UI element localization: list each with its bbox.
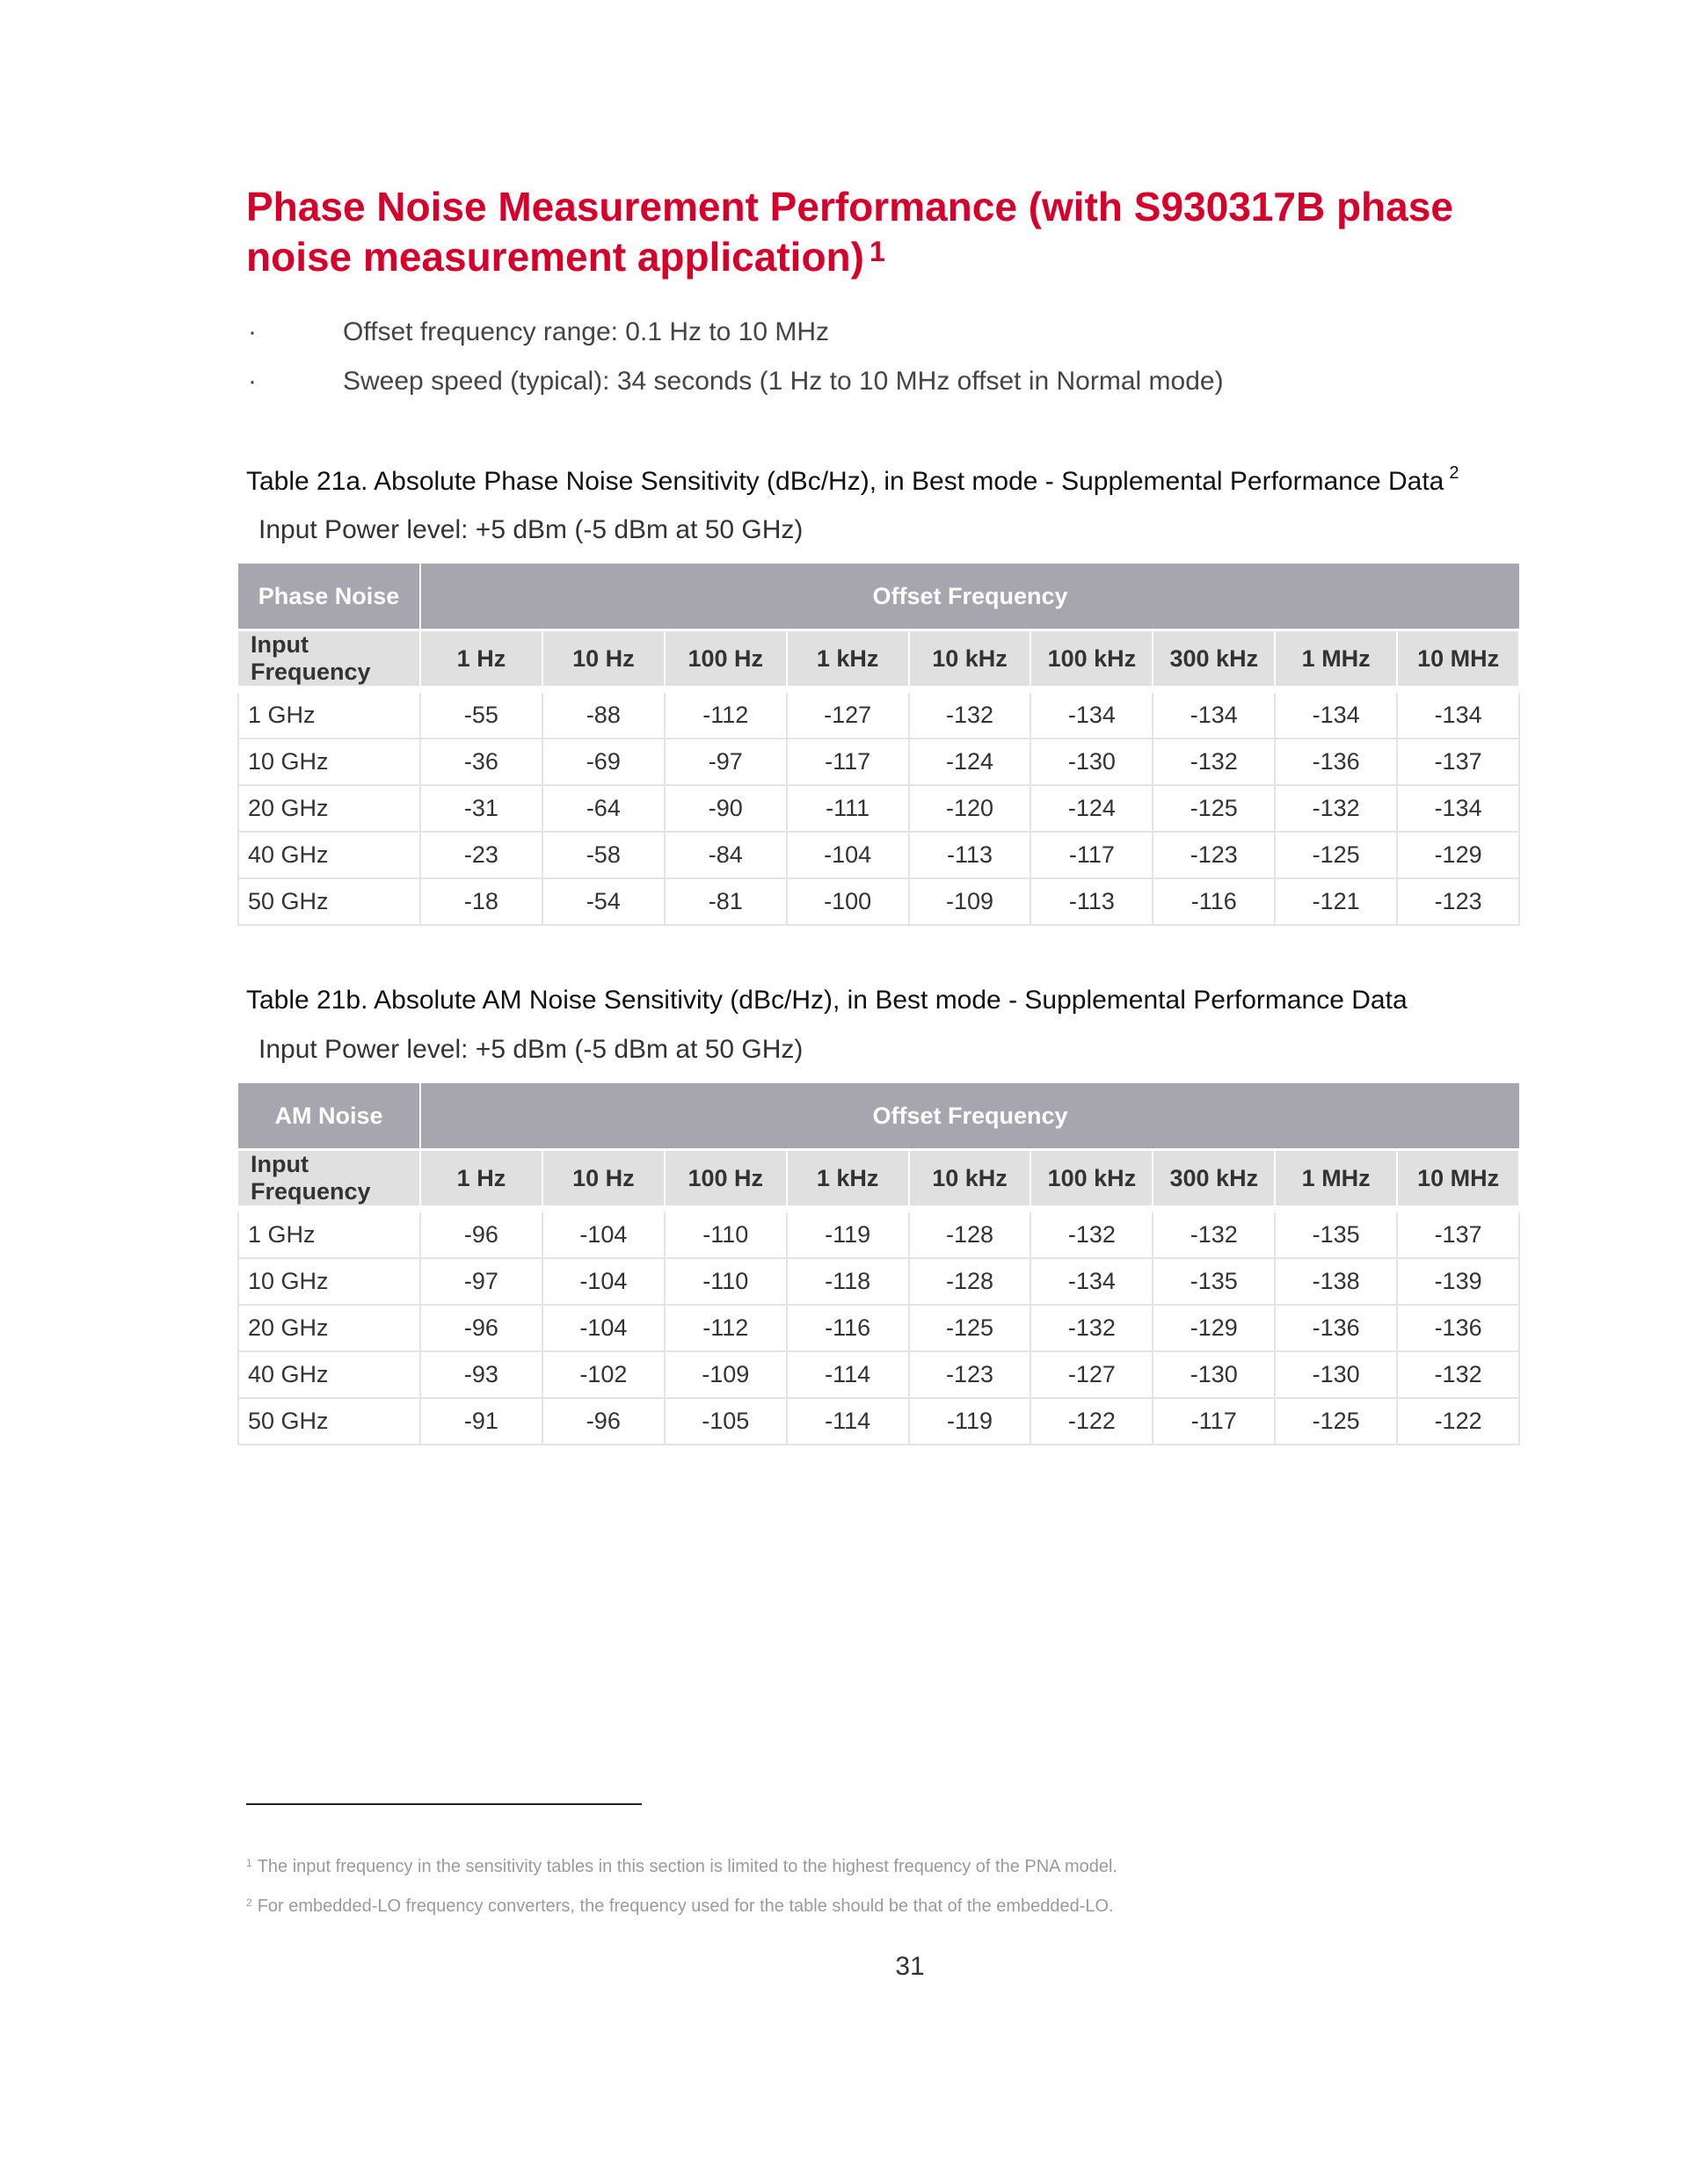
value-cell: -130 xyxy=(1030,739,1153,785)
bullet-text: Offset frequency range: 0.1 Hz to 10 MHz xyxy=(343,317,830,346)
value-cell: -31 xyxy=(420,785,542,832)
value-cell: -109 xyxy=(909,878,1031,925)
value-cell: -91 xyxy=(420,1398,542,1445)
column-header: 300 kHz xyxy=(1153,1150,1275,1210)
value-cell: -125 xyxy=(1153,785,1275,832)
value-cell: -88 xyxy=(542,689,665,739)
value-cell: -134 xyxy=(1275,689,1397,739)
value-cell: -134 xyxy=(1397,689,1519,739)
value-cell: -111 xyxy=(787,785,909,832)
value-cell: -105 xyxy=(665,1398,787,1445)
value-cell: -96 xyxy=(420,1209,542,1258)
value-cell: -121 xyxy=(1275,878,1397,925)
value-cell: -113 xyxy=(1030,878,1153,925)
value-cell: -110 xyxy=(665,1209,787,1258)
row-label-cell: 1 GHz xyxy=(238,1209,420,1258)
value-cell: -135 xyxy=(1275,1209,1397,1258)
row-label-cell: 20 GHz xyxy=(238,785,420,832)
table-body xyxy=(238,689,1519,925)
value-cell: -132 xyxy=(909,689,1031,739)
row-label-cell: 40 GHz xyxy=(238,1351,420,1398)
row-label-cell: 50 GHz xyxy=(238,1398,420,1445)
value-cell: -104 xyxy=(542,1258,665,1305)
value-cell: -119 xyxy=(909,1398,1031,1445)
phase-noise-table xyxy=(237,564,1520,926)
value-cell: -132 xyxy=(1397,1351,1519,1398)
column-header: Input Frequency xyxy=(238,1150,420,1210)
column-header: 100 Hz xyxy=(665,1150,787,1210)
am-noise-table xyxy=(237,1083,1520,1445)
value-cell: -134 xyxy=(1153,689,1275,739)
value-cell: -136 xyxy=(1397,1305,1519,1351)
column-header: 10 kHz xyxy=(909,630,1031,690)
value-cell: -18 xyxy=(420,878,542,925)
value-cell: -125 xyxy=(1275,1398,1397,1445)
value-cell: -125 xyxy=(1275,832,1397,878)
value-cell: -96 xyxy=(420,1305,542,1351)
column-header: 100 kHz xyxy=(1030,630,1153,690)
column-header: Input Frequency xyxy=(238,630,420,690)
column-header: 1 kHz xyxy=(787,630,909,690)
value-cell: -127 xyxy=(1030,1351,1153,1398)
value-cell: -100 xyxy=(787,878,909,925)
column-header: 1 Hz xyxy=(420,630,542,690)
table-row xyxy=(238,1209,1519,1258)
footnote-ref-1: 1 xyxy=(869,236,885,267)
value-cell: -55 xyxy=(420,689,542,739)
value-cell: -136 xyxy=(1275,1305,1397,1351)
column-header: 10 MHz xyxy=(1397,630,1519,690)
value-cell: -84 xyxy=(665,832,787,878)
table-a-caption-text: Table 21a. Absolute Phase Noise Sensitivity (dBc/Hz), in Best mode - Supplemental Performance Data xyxy=(246,467,1444,496)
value-cell: -123 xyxy=(1153,832,1275,878)
value-cell: -129 xyxy=(1153,1305,1275,1351)
column-header: 10 kHz xyxy=(909,1150,1031,1210)
table-header-left: Phase Noise xyxy=(238,564,420,630)
value-cell: -129 xyxy=(1397,832,1519,878)
value-cell: -117 xyxy=(1030,832,1153,878)
table-row xyxy=(238,1305,1519,1351)
footnote-text: The input frequency in the sensitivity tables in this section is limited to the highest frequency of the PNA model. xyxy=(257,1857,1117,1876)
table-row xyxy=(238,1398,1519,1445)
page-title xyxy=(246,182,1547,282)
value-cell: -97 xyxy=(665,739,787,785)
value-cell: -36 xyxy=(420,739,542,785)
value-cell: -23 xyxy=(420,832,542,878)
value-cell: -132 xyxy=(1030,1305,1153,1351)
value-cell: -116 xyxy=(787,1305,909,1351)
value-cell: -113 xyxy=(909,832,1031,878)
row-label-cell: 40 GHz xyxy=(238,832,420,878)
value-cell: -132 xyxy=(1153,739,1275,785)
value-cell: -132 xyxy=(1275,785,1397,832)
table-row xyxy=(238,785,1519,832)
value-cell: -128 xyxy=(909,1258,1031,1305)
column-header: 100 Hz xyxy=(665,630,787,690)
value-cell: -138 xyxy=(1275,1258,1397,1305)
value-cell: -118 xyxy=(787,1258,909,1305)
table-a-caption xyxy=(246,463,1459,497)
value-cell: -104 xyxy=(787,832,909,878)
page-title-text: Phase Noise Measurement Performance (with S930317B phase noise measurement application) xyxy=(246,184,1453,280)
column-header: 1 MHz xyxy=(1275,1150,1397,1210)
value-cell: -125 xyxy=(909,1305,1031,1351)
row-label-cell: 20 GHz xyxy=(238,1305,420,1351)
table-row xyxy=(238,689,1519,739)
value-cell: -134 xyxy=(1397,785,1519,832)
value-cell: -123 xyxy=(909,1351,1031,1398)
value-cell: -64 xyxy=(542,785,665,832)
value-cell: -54 xyxy=(542,878,665,925)
value-cell: -122 xyxy=(1030,1398,1153,1445)
bullet-marker: · xyxy=(248,317,257,346)
column-header: 300 kHz xyxy=(1153,630,1275,690)
table-row xyxy=(238,1351,1519,1398)
value-cell: -137 xyxy=(1397,739,1519,785)
table-a-input-power: Input Power level: +5 dBm (-5 dBm at 50 GHz) xyxy=(258,515,804,544)
value-cell: -102 xyxy=(542,1351,665,1398)
table-b-caption: Table 21b. Absolute AM Noise Sensitivity (dBc/Hz), in Best mode - Supplemental Performance Data xyxy=(246,986,1408,1015)
value-cell: -114 xyxy=(787,1351,909,1398)
value-cell: -117 xyxy=(787,739,909,785)
table-header-group: Offset Frequency xyxy=(420,1083,1519,1150)
value-cell: -127 xyxy=(787,689,909,739)
footnote-1 xyxy=(246,1857,1117,1877)
value-cell: -97 xyxy=(420,1258,542,1305)
value-cell: -130 xyxy=(1153,1351,1275,1398)
column-header: 100 kHz xyxy=(1030,1150,1153,1210)
table-header-left: AM Noise xyxy=(238,1083,420,1150)
value-cell: -134 xyxy=(1030,1258,1153,1305)
value-cell: -124 xyxy=(909,739,1031,785)
value-cell: -69 xyxy=(542,739,665,785)
page-number: 31 xyxy=(895,1952,925,1981)
value-cell: -114 xyxy=(787,1398,909,1445)
value-cell: -134 xyxy=(1030,689,1153,739)
table-group-header-row xyxy=(238,564,1519,630)
value-cell: -112 xyxy=(665,1305,787,1351)
footnote-text: For embedded-LO frequency converters, the frequency used for the table should be that of the embedded-LO. xyxy=(257,1896,1114,1916)
column-header: 10 Hz xyxy=(542,1150,665,1210)
value-cell: -117 xyxy=(1153,1398,1275,1445)
value-cell: -139 xyxy=(1397,1258,1519,1305)
row-label-cell: 10 GHz xyxy=(238,1258,420,1305)
value-cell: -112 xyxy=(665,689,787,739)
column-header: 10 Hz xyxy=(542,630,665,690)
column-header: 1 kHz xyxy=(787,1150,909,1210)
table-header-group: Offset Frequency xyxy=(420,564,1519,630)
value-cell: -104 xyxy=(542,1305,665,1351)
value-cell: -122 xyxy=(1397,1398,1519,1445)
table-body xyxy=(238,1209,1519,1445)
value-cell: -116 xyxy=(1153,878,1275,925)
table-row xyxy=(238,739,1519,785)
value-cell: -123 xyxy=(1397,878,1519,925)
value-cell: -90 xyxy=(665,785,787,832)
column-header: 1 Hz xyxy=(420,1150,542,1210)
value-cell: -96 xyxy=(542,1398,665,1445)
value-cell: -109 xyxy=(665,1351,787,1398)
value-cell: -130 xyxy=(1275,1351,1397,1398)
row-label-cell: 50 GHz xyxy=(238,878,420,925)
table-b-input-power: Input Power level: +5 dBm (-5 dBm at 50 GHz) xyxy=(258,1035,804,1064)
value-cell: -132 xyxy=(1153,1209,1275,1258)
value-cell: -93 xyxy=(420,1351,542,1398)
footnote-number: 1 xyxy=(246,1857,252,1869)
value-cell: -81 xyxy=(665,878,787,925)
column-header: 10 MHz xyxy=(1397,1150,1519,1210)
value-cell: -128 xyxy=(909,1209,1031,1258)
footnote-ref-2: 2 xyxy=(1449,463,1459,483)
table-column-header-row xyxy=(238,630,1519,690)
value-cell: -120 xyxy=(909,785,1031,832)
table-row xyxy=(238,1258,1519,1305)
row-label-cell: 10 GHz xyxy=(238,739,420,785)
column-header: 1 MHz xyxy=(1275,630,1397,690)
value-cell: -58 xyxy=(542,832,665,878)
value-cell: -124 xyxy=(1030,785,1153,832)
footnote-number: 2 xyxy=(246,1896,252,1909)
footnote-divider xyxy=(246,1803,642,1805)
table-group-header-row xyxy=(238,1083,1519,1150)
row-label-cell: 1 GHz xyxy=(238,689,420,739)
value-cell: -132 xyxy=(1030,1209,1153,1258)
value-cell: -135 xyxy=(1153,1258,1275,1305)
footnote-2 xyxy=(246,1896,1114,1917)
value-cell: -119 xyxy=(787,1209,909,1258)
value-cell: -104 xyxy=(542,1209,665,1258)
bullet-text: Sweep speed (typical): 34 seconds (1 Hz to 10 MHz offset in Normal mode) xyxy=(343,367,1224,396)
value-cell: -137 xyxy=(1397,1209,1519,1258)
table-row xyxy=(238,878,1519,925)
table-column-header-row xyxy=(238,1150,1519,1210)
table-row xyxy=(238,832,1519,878)
value-cell: -110 xyxy=(665,1258,787,1305)
bullet-marker: · xyxy=(248,367,257,396)
value-cell: -136 xyxy=(1275,739,1397,785)
